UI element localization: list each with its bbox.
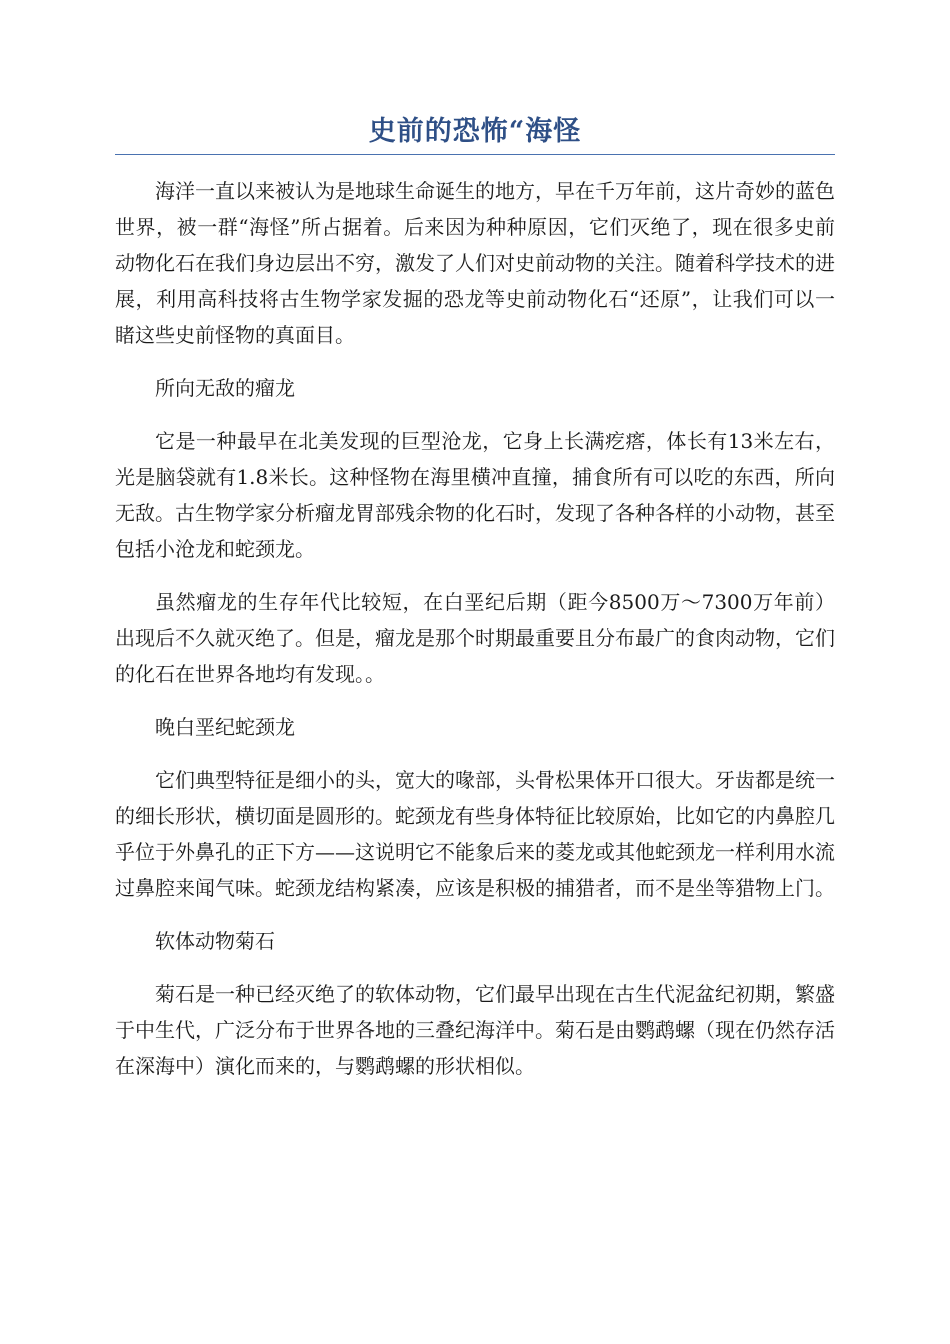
document-title: 史前的恐怖“海怪 bbox=[115, 112, 835, 155]
document-body bbox=[115, 173, 835, 1084]
intro-paragraph: 海洋一直以来被认为是地球生命诞生的地方，早在千万年前，这片奇妙的蓝色世界，被一群“海怪”所占据着。后来因为种种原因，它们灭绝了，现在很多史前动物化石在我们身边层出不穷，激发了人们对史前动物的关注。随着科学技术的进展，利用高科技将古生物学家发掘的恐龙等史前动物化石“还原”，让我们可以一睹这些史前怪物的真面目。 bbox=[115, 179, 835, 347]
tylosaurus-paragraph-2: 虽然瘤龙的生存年代比较短，在白垩纪后期（距今8500万～7300万年前）出现后不久就灭绝了。但是，瘤龙是那个时期最重要且分布最广的食肉动物，它们的化石在世界各地均有发现。。 bbox=[115, 590, 835, 686]
tylosaurus-paragraph-1: 它是一种最早在北美发现的巨型沧龙，它身上长满疙瘩，体长有13米左右，光是脑袋就有1.8米长。这种怪物在海里横冲直撞，捕食所有可以吃的东西，所向无敌。古生物学家分析瘤龙胃部残余物的化石时，发现了各种各样的小动物，甚至包括小沧龙和蛇颈龙。 bbox=[115, 429, 835, 561]
section-heading-ammonite: 软体动物菊石 bbox=[155, 929, 275, 953]
document-page bbox=[115, 112, 835, 1101]
ammonite-paragraph: 菊石是一种已经灭绝了的软体动物，它们最早出现在古生代泥盆纪初期，繁盛于中生代，广泛分布于世界各地的三叠纪海洋中。菊石是由鹦鹉螺（现在仍然存活在深海中）演化而来的，与鹦鹉螺的形状相似。 bbox=[115, 982, 835, 1078]
section-heading-tylosaurus: 所向无敌的瘤龙 bbox=[155, 376, 295, 400]
plesiosaur-paragraph: 它们典型特征是细小的头，宽大的喙部，头骨松果体开口很大。牙齿都是统一的细长形状，横切面是圆形的。蛇颈龙有些身体特征比较原始，比如它的内鼻腔几乎位于外鼻孔的正下方——这说明它不能象后来的菱龙或其他蛇颈龙一样利用水流过鼻腔来闻气味。蛇颈龙结构紧凑，应该是积极的捕猎者，而不是坐等猎物上门。 bbox=[115, 768, 835, 900]
section-heading-plesiosaur: 晚白垩纪蛇颈龙 bbox=[155, 715, 295, 739]
